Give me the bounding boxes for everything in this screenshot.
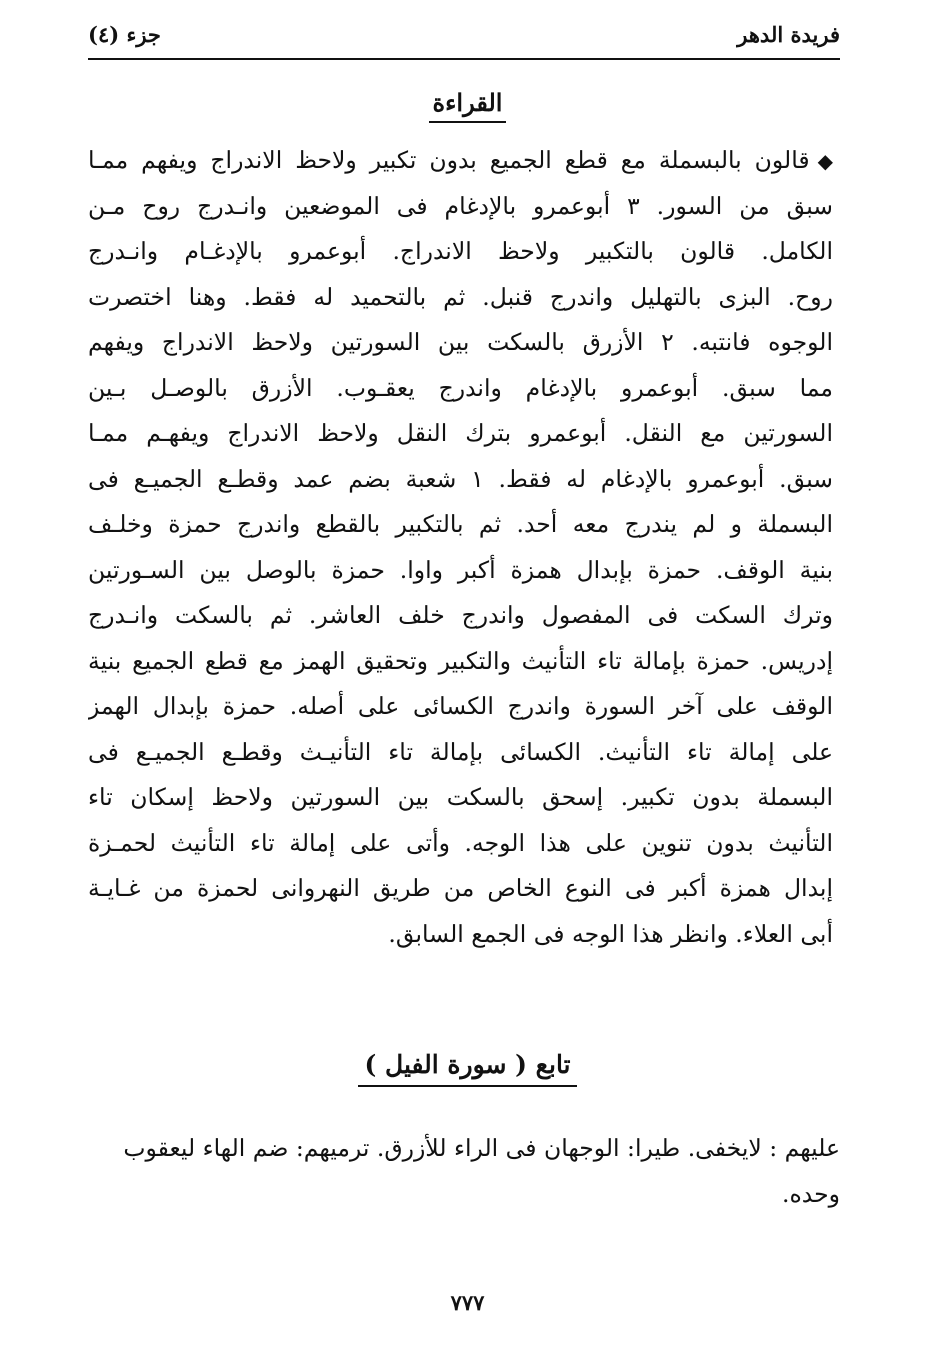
surah-heading	[0, 1050, 935, 1087]
book-title: فريدة الدهر	[737, 22, 840, 47]
text-line	[88, 138, 833, 184]
text-line: الكامل. قالون بالتكبير ولاحظ الاندراج. أبوعمرو بالإدغـام وانـدرج	[88, 237, 833, 265]
main-text-block	[88, 138, 833, 957]
text-line: وترك السكت فى المفصول واندرج خلف العاشر. ثم بالسكت وانـدرج	[88, 601, 833, 629]
text-line: روح. البزى بالتهليل واندرج قنبل. ثم بالتحميد له فقط. وهنا اختصرت	[88, 282, 833, 311]
text-line: على إمالة تاء التأنيث. الكسائى بإمالة تاء التأنيـث وقطـع الجميـع فى	[88, 737, 833, 766]
section-title: القراءة	[429, 88, 507, 123]
text-line: إبدال همزة أكبر فى النوع الخاص من طريق النهروانى لحمزة من غـايـة	[88, 874, 833, 902]
text-line: البسملة بدون تكبير. إسحق بالسكت بين السورتين ولاحظ إسكان تاء	[88, 783, 833, 811]
text-line: مما سبق. أبوعمرو بالإدغام واندرج يعقـوب. الأزرق بالوصـل بـين	[88, 373, 833, 402]
volume-label: جزء (٤)	[88, 22, 161, 47]
text-line: سبق من السور. ٣ أبوعمرو بالإدغام فى الموضعين وانـدرج روح مـن	[88, 191, 833, 220]
line-text: قالون بالبسملة مع قطع الجميع بدون تكبير ولاحظ الاندراج ويفهم ممـا	[88, 146, 810, 174]
diamond-bullet-icon: ◆	[817, 149, 833, 173]
text-line: أبى العلاء. وانظر هذا الوجه فى الجمع السابق.	[388, 919, 833, 948]
running-header	[88, 18, 840, 60]
page-number: ٧٧٧	[450, 1290, 485, 1315]
text-line: إدريس. حمزة بإمالة تاء التأنيث والتكبير وتحقيق الهمز مع قطع الجميع بنية	[88, 646, 833, 675]
surah-title: تابع ( سورة الفيل )	[358, 1050, 576, 1087]
text-line: سبق. أبوعمرو بالإدغام له فقط. ١ شعبة بضم عمد وقطـع الجميـع فى	[88, 464, 833, 493]
section-heading	[0, 88, 935, 123]
text-line: بنية الوقف. حمزة بإبدال همزة أكبر واوا. حمزة بالوصل بين السـورتين	[88, 555, 833, 584]
text-line: التأنيث بدون تنوين على هذا الوجه. وأتى على إمالة تاء التأنيث لحمـزة	[88, 828, 833, 857]
surah-paragraph: عليهم : لايخفى. طيرا: الوجهان فى الراء للأزرق. ترميهم: ضم الهاء ليعقوب وحده.	[123, 1134, 840, 1208]
text-line: السورتين مع النقل. أبوعمرو بترك النقل ولاحظ الاندراج ويفهـم ممـا	[88, 419, 833, 447]
text-line: الوقف على آخر السورة واندرج الكسائى على أصله. حمزة بإبدال الهمز	[88, 692, 833, 720]
text-line: البسملة و لم يندرج معه أحد. ثم بالتكبير بالقطع واندرج حمزة وخلـف	[88, 510, 833, 538]
text-line: الوجوه فانتبه. ٢ الأزرق بالسكت بين السورتين ولاحظ الاندراج ويفهم	[88, 328, 833, 356]
